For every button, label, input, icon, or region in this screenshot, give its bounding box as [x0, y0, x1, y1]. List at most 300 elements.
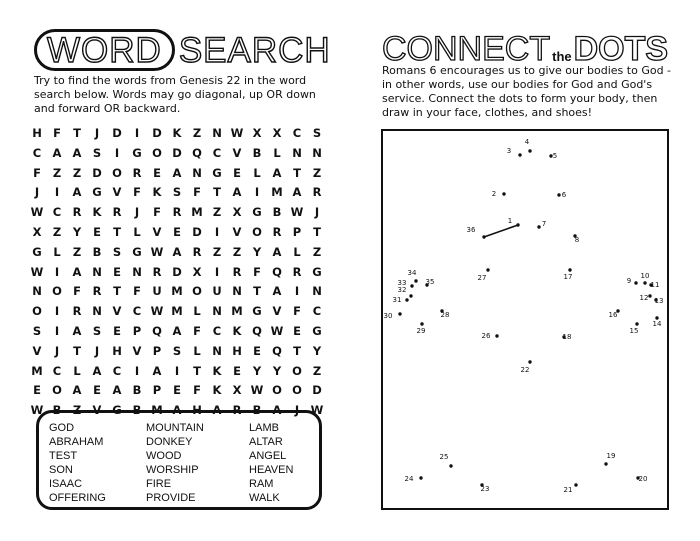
grid-letter[interactable]: Q	[152, 323, 162, 338]
grid-letter[interactable]: W	[310, 403, 324, 418]
grid-letter[interactable]: O	[252, 224, 262, 239]
word-bank-column-2	[146, 421, 204, 505]
grid-letter[interactable]: R	[292, 264, 302, 279]
grid-letter[interactable]: K	[172, 126, 182, 140]
grid-letter[interactable]: W	[30, 403, 44, 418]
connect-dots-title	[382, 26, 668, 66]
grid-letter[interactable]: A	[172, 403, 182, 418]
grid-letter[interactable]: M	[191, 205, 203, 220]
grid-letter[interactable]: A	[72, 383, 82, 398]
grid-letter[interactable]: V	[232, 224, 242, 239]
grid-letter[interactable]: R	[312, 185, 322, 200]
dot-label-19: 19	[606, 452, 616, 460]
grid-letter[interactable]: R	[132, 165, 142, 180]
grid-letter[interactable]: A	[52, 145, 62, 160]
dot-label-32: 32	[397, 286, 407, 294]
dot-label-16: 16	[608, 311, 618, 319]
grid-letter[interactable]: P	[152, 343, 162, 358]
grid-letter[interactable]: Y	[312, 343, 322, 358]
grid-letter[interactable]: L	[293, 244, 301, 259]
grid-letter[interactable]: V	[32, 343, 42, 358]
word-search-instructions: Try to find the words from Genesis 22 in the word search below. Words may go diagonal, up OR down and forward OR backward.	[34, 74, 316, 115]
dot-34[interactable]	[414, 279, 417, 282]
dot-label-25: 25	[439, 453, 449, 461]
grid-letter[interactable]: C	[312, 304, 322, 319]
grid-letter[interactable]: E	[173, 383, 181, 398]
grid-letter[interactable]: A	[172, 165, 182, 180]
grid-letter[interactable]: T	[293, 343, 301, 358]
grid-letter[interactable]: R	[232, 403, 242, 418]
grid-letter[interactable]: L	[193, 304, 201, 319]
grid-letter[interactable]: I	[214, 224, 220, 239]
grid-letter[interactable]: V	[112, 185, 122, 200]
dot-label-12: 12	[639, 294, 649, 302]
grid-letter[interactable]: R	[92, 284, 102, 299]
grid-letter[interactable]: S	[172, 343, 182, 358]
grid-letter[interactable]: R	[112, 205, 122, 220]
grid-letter[interactable]: A	[72, 323, 82, 338]
grid-letter[interactable]: Z	[232, 244, 242, 259]
grid-letter[interactable]: T	[253, 284, 261, 299]
grid-letter[interactable]: C	[212, 323, 222, 338]
grid-letter[interactable]: B	[92, 244, 102, 259]
dot-label-15: 15	[629, 327, 639, 335]
grid-letter[interactable]: G	[212, 165, 222, 180]
grid-letter[interactable]: O	[52, 383, 62, 398]
grid-letter[interactable]: E	[33, 383, 41, 398]
grid-letter[interactable]: T	[113, 284, 121, 299]
grid-letter[interactable]: U	[212, 284, 222, 299]
grid-letter[interactable]: L	[133, 224, 141, 239]
dot-3[interactable]	[518, 153, 521, 156]
grid-letter[interactable]: I	[214, 264, 220, 279]
grid-letter[interactable]: A	[272, 165, 282, 180]
grid-letter[interactable]: M	[271, 185, 283, 200]
grid-letter[interactable]: Z	[52, 224, 62, 239]
grid-letter[interactable]: W	[270, 323, 284, 338]
word-bank-word: WOOD	[146, 450, 182, 462]
grid-letter[interactable]: I	[294, 284, 300, 299]
grid-letter[interactable]: K	[232, 323, 242, 338]
grid-letter[interactable]: J	[94, 126, 100, 140]
dot-4[interactable]	[528, 149, 531, 152]
grid-letter[interactable]: N	[132, 264, 142, 279]
grid-letter[interactable]: A	[92, 363, 102, 378]
dot-label-4: 4	[524, 138, 530, 146]
grid-letter[interactable]: L	[253, 165, 261, 180]
grid-letter[interactable]: X	[192, 264, 202, 279]
grid-letter[interactable]: N	[212, 343, 222, 358]
grid-letter[interactable]: E	[253, 343, 261, 358]
grid-row	[27, 124, 327, 144]
dot-label-28: 28	[440, 311, 450, 319]
grid-letter[interactable]: A	[272, 403, 282, 418]
grid-letter[interactable]: Y	[252, 363, 262, 378]
grid-row	[27, 223, 327, 243]
grid-letter[interactable]: C	[52, 205, 62, 220]
grid-letter[interactable]: S	[112, 244, 122, 259]
grid-letter[interactable]: L	[53, 244, 61, 259]
dot-label-7: 7	[541, 220, 547, 228]
word-search-title-boxed: WORD	[34, 29, 175, 71]
word-bank-word: FIRE	[146, 478, 172, 490]
grid-letter[interactable]: S	[312, 126, 322, 140]
grid-letter[interactable]: H	[192, 403, 202, 418]
word-bank-column-1	[49, 421, 106, 505]
grid-letter[interactable]: G	[92, 185, 102, 200]
grid-letter[interactable]: Q	[252, 323, 262, 338]
grid-letter[interactable]: L	[273, 145, 281, 160]
grid-letter[interactable]: C	[32, 145, 42, 160]
grid-letter[interactable]: F	[73, 284, 81, 299]
grid-letter[interactable]: Z	[72, 403, 82, 418]
dot-21[interactable]	[574, 483, 577, 486]
grid-letter[interactable]: E	[93, 383, 101, 398]
dot-26[interactable]	[495, 334, 498, 337]
grid-letter[interactable]: T	[193, 363, 201, 378]
grid-letter[interactable]: C	[132, 304, 142, 319]
grid-letter[interactable]: N	[312, 145, 322, 160]
grid-letter[interactable]: G	[132, 145, 142, 160]
word-bank-word: TEST	[49, 450, 78, 462]
grid-letter[interactable]: E	[233, 165, 241, 180]
grid-letter[interactable]: Q	[272, 264, 282, 279]
grid-row	[27, 144, 327, 164]
grid-letter[interactable]: F	[193, 185, 201, 200]
grid-letter[interactable]: X	[272, 126, 282, 140]
dot-7[interactable]	[537, 225, 540, 228]
dot-label-20: 20	[638, 475, 648, 483]
grid-letter[interactable]: I	[54, 323, 60, 338]
dot-10[interactable]	[643, 281, 646, 284]
grid-letter[interactable]: G	[132, 244, 142, 259]
grid-letter[interactable]: C	[212, 145, 222, 160]
grid-letter[interactable]: G	[312, 264, 322, 279]
grid-letter[interactable]: A	[112, 383, 122, 398]
grid-letter[interactable]: Z	[52, 165, 62, 180]
dot-puzzle-area	[381, 129, 669, 510]
grid-letter[interactable]: B	[272, 205, 282, 220]
dot-label-33: 33	[397, 279, 407, 287]
grid-letter[interactable]: T	[73, 343, 81, 358]
dot-15[interactable]	[635, 322, 638, 325]
grid-letter[interactable]: M	[171, 284, 183, 299]
grid-letter[interactable]: I	[174, 363, 180, 378]
grid-letter[interactable]: G	[252, 205, 262, 220]
grid-letter[interactable]: A	[172, 244, 182, 259]
grid-letter[interactable]: C	[112, 363, 122, 378]
grid-letter[interactable]: R	[72, 304, 82, 319]
grid-letter[interactable]: J	[94, 343, 100, 358]
grid-letter[interactable]: P	[152, 383, 162, 398]
grid-letter[interactable]: X	[232, 383, 242, 398]
grid-letter[interactable]: F	[133, 284, 141, 299]
grid-letter[interactable]: I	[54, 304, 60, 319]
grid-letter[interactable]: E	[113, 323, 121, 338]
grid-letter[interactable]: A	[292, 185, 302, 200]
grid-letter[interactable]: S	[92, 145, 102, 160]
dot-label-1: 1	[507, 217, 513, 225]
grid-letter[interactable]: C	[52, 363, 62, 378]
grid-letter[interactable]: R	[172, 205, 182, 220]
grid-letter[interactable]: X	[232, 205, 242, 220]
grid-letter[interactable]: W	[30, 264, 44, 279]
grid-letter[interactable]: G	[32, 244, 42, 259]
grid-letter[interactable]: B	[132, 383, 142, 398]
grid-letter[interactable]: G	[312, 323, 322, 338]
dot-31[interactable]	[405, 298, 408, 301]
grid-letter[interactable]: N	[212, 304, 222, 319]
grid-letter[interactable]: N	[32, 284, 42, 299]
grid-letter[interactable]: O	[152, 145, 162, 160]
grid-letter[interactable]: I	[54, 264, 60, 279]
grid-letter[interactable]: S	[32, 323, 42, 338]
word-bank-word: SON	[49, 464, 73, 476]
grid-letter[interactable]: A	[172, 323, 182, 338]
grid-letter[interactable]: S	[92, 323, 102, 338]
word-search-title-plain: SEARCH	[178, 30, 331, 70]
dot-24[interactable]	[419, 476, 422, 479]
grid-letter[interactable]: W	[30, 205, 44, 220]
grid-letter[interactable]: B	[252, 145, 262, 160]
grid-letter[interactable]: E	[93, 224, 101, 239]
grid-letter[interactable]: Z	[312, 363, 322, 378]
word-bank-word: WALK	[249, 492, 280, 504]
grid-letter[interactable]: V	[272, 304, 282, 319]
grid-letter[interactable]: L	[73, 363, 81, 378]
grid-letter[interactable]: G	[112, 403, 122, 418]
grid-letter[interactable]: A	[272, 244, 282, 259]
grid-letter[interactable]: K	[92, 205, 102, 220]
grid-letter[interactable]: X	[252, 126, 262, 140]
grid-letter[interactable]: N	[92, 304, 102, 319]
grid-letter[interactable]: F	[193, 323, 201, 338]
grid-row	[27, 282, 327, 302]
grid-letter[interactable]: O	[192, 284, 202, 299]
grid-letter[interactable]: B	[252, 403, 262, 418]
grid-letter[interactable]: D	[192, 224, 202, 239]
grid-letter[interactable]: F	[53, 126, 61, 140]
grid-letter[interactable]: K	[152, 185, 162, 200]
dot-1[interactable]	[516, 223, 519, 226]
grid-letter[interactable]: Q	[272, 343, 282, 358]
dot-label-13: 13	[654, 297, 664, 305]
dot-9[interactable]	[634, 281, 637, 284]
dot-2[interactable]	[502, 192, 505, 195]
dot-label-6: 6	[561, 191, 567, 199]
grid-letter[interactable]: O	[292, 363, 302, 378]
grid-letter[interactable]: R	[152, 264, 162, 279]
grid-letter[interactable]: Y	[252, 244, 262, 259]
dot-label-14: 14	[652, 320, 662, 328]
grid-letter[interactable]: W	[150, 244, 164, 259]
grid-letter[interactable]: W	[230, 126, 244, 140]
grid-letter[interactable]: N	[232, 284, 242, 299]
grid-letter[interactable]: A	[72, 145, 82, 160]
grid-letter[interactable]: F	[33, 165, 41, 180]
dot-27[interactable]	[486, 268, 489, 271]
grid-letter[interactable]: V	[132, 343, 142, 358]
grid-row	[27, 322, 327, 342]
grid-letter[interactable]: R	[272, 224, 282, 239]
grid-letter[interactable]: D	[172, 145, 182, 160]
grid-letter[interactable]: O	[32, 304, 42, 319]
grid-letter[interactable]: B	[52, 403, 62, 418]
grid-letter[interactable]: K	[212, 363, 222, 378]
dot-label-36: 36	[466, 226, 476, 234]
grid-letter[interactable]: T	[113, 224, 121, 239]
grid-letter[interactable]: D	[152, 126, 162, 140]
grid-letter[interactable]: I	[134, 363, 140, 378]
grid-letter[interactable]: R	[232, 264, 242, 279]
dot-label-5: 5	[552, 152, 558, 160]
grid-letter[interactable]: T	[73, 126, 81, 140]
dot-label-35: 35	[425, 278, 435, 286]
dot-6[interactable]	[557, 193, 560, 196]
grid-letter[interactable]: A	[212, 403, 222, 418]
grid-letter[interactable]: Z	[192, 126, 202, 140]
grid-letter[interactable]: N	[312, 284, 322, 299]
grid-letter[interactable]: F	[193, 383, 201, 398]
grid-letter[interactable]: D	[92, 165, 102, 180]
grid-letter[interactable]: E	[113, 264, 121, 279]
grid-letter[interactable]: J	[134, 205, 140, 220]
grid-letter[interactable]: F	[253, 264, 261, 279]
grid-letter[interactable]: Y	[72, 224, 82, 239]
dot-36[interactable]	[482, 235, 485, 238]
dot-label-8: 8	[574, 236, 580, 244]
grid-letter[interactable]: E	[293, 323, 301, 338]
grid-letter[interactable]: U	[152, 284, 162, 299]
grid-letter[interactable]: Z	[312, 244, 322, 259]
grid-letter[interactable]: M	[231, 304, 243, 319]
grid-letter[interactable]: I	[134, 126, 140, 140]
dot-label-27: 27	[477, 274, 487, 282]
grid-letter[interactable]: R	[72, 205, 82, 220]
grid-row	[27, 362, 327, 382]
grid-letter[interactable]: W	[150, 304, 164, 319]
grid-letter[interactable]: D	[312, 383, 322, 398]
grid-letter[interactable]: F	[153, 205, 161, 220]
dot-19[interactable]	[604, 462, 607, 465]
word-bank-word: PROVIDE	[146, 492, 196, 504]
grid-letter[interactable]: J	[54, 343, 60, 358]
grid-letter[interactable]: P	[132, 323, 142, 338]
grid-letter[interactable]: S	[172, 185, 182, 200]
grid-letter[interactable]: Z	[212, 244, 222, 259]
dot-label-10: 10	[640, 272, 650, 280]
dot-33[interactable]	[410, 284, 413, 287]
grid-letter[interactable]: N	[212, 126, 222, 140]
grid-letter[interactable]: Z	[212, 205, 222, 220]
grid-letter[interactable]: I	[54, 185, 60, 200]
grid-letter[interactable]: C	[292, 126, 302, 140]
grid-letter[interactable]: P	[292, 224, 302, 239]
grid-letter[interactable]: H	[32, 126, 42, 140]
grid-letter[interactable]: J	[294, 403, 300, 418]
grid-letter[interactable]: Y	[272, 363, 282, 378]
grid-letter[interactable]: J	[314, 205, 320, 220]
grid-letter[interactable]: X	[32, 224, 42, 239]
grid-letter[interactable]: G	[252, 304, 262, 319]
grid-letter[interactable]: A	[152, 363, 162, 378]
dot-22[interactable]	[528, 360, 531, 363]
grid-letter[interactable]: M	[31, 363, 43, 378]
grid-letter[interactable]: Z	[312, 165, 322, 180]
word-bank-word: OFFERING	[49, 492, 106, 504]
grid-letter[interactable]: W	[290, 205, 304, 220]
grid-letter[interactable]: T	[313, 224, 321, 239]
grid-letter[interactable]: Z	[72, 244, 82, 259]
dot-32[interactable]	[409, 294, 412, 297]
grid-letter[interactable]: O	[272, 383, 282, 398]
grid-letter[interactable]: T	[293, 165, 301, 180]
grid-letter[interactable]: W	[250, 383, 264, 398]
dot-12[interactable]	[648, 294, 651, 297]
grid-letter[interactable]: O	[52, 284, 62, 299]
grid-letter[interactable]: A	[272, 284, 282, 299]
dot-29[interactable]	[420, 322, 423, 325]
grid-letter[interactable]: V	[112, 304, 122, 319]
grid-letter[interactable]: M	[171, 304, 183, 319]
grid-letter[interactable]: E	[153, 165, 161, 180]
grid-letter[interactable]: H	[112, 343, 122, 358]
grid-letter[interactable]: O	[112, 165, 122, 180]
dot-30[interactable]	[398, 312, 401, 315]
dot-label-31: 31	[392, 296, 402, 304]
grid-letter[interactable]: N	[292, 145, 302, 160]
grid-letter[interactable]: N	[92, 264, 102, 279]
grid-letter[interactable]: V	[152, 224, 162, 239]
grid-letter[interactable]: D	[112, 126, 122, 140]
grid-letter[interactable]: K	[212, 383, 222, 398]
dot-25[interactable]	[449, 464, 452, 467]
grid-letter[interactable]: I	[114, 145, 120, 160]
grid-letter[interactable]: A	[72, 264, 82, 279]
word-bank-word: ALTAR	[249, 436, 283, 448]
dot-17[interactable]	[568, 268, 571, 271]
grid-letter[interactable]: V	[232, 145, 242, 160]
grid-letter[interactable]: A	[72, 185, 82, 200]
grid-letter[interactable]: R	[192, 244, 202, 259]
grid-letter[interactable]: O	[292, 383, 302, 398]
dot-label-22: 22	[520, 366, 530, 374]
grid-letter[interactable]: E	[173, 224, 181, 239]
grid-letter[interactable]: M	[151, 403, 163, 418]
grid-letter[interactable]: F	[293, 304, 301, 319]
grid-letter[interactable]: B	[132, 403, 142, 418]
grid-letter[interactable]: Q	[192, 145, 202, 160]
grid-letter[interactable]: V	[92, 403, 102, 418]
grid-letter[interactable]: T	[213, 185, 221, 200]
connect-dots-title-connect: CONNECT	[382, 30, 551, 68]
grid-letter[interactable]: Z	[72, 165, 82, 180]
grid-letter[interactable]: E	[233, 363, 241, 378]
dot-label-11: 11	[650, 281, 660, 289]
grid-letter[interactable]: D	[172, 264, 182, 279]
word-bank-word: ANGEL	[249, 450, 287, 462]
word-bank-word: DONKEY	[146, 436, 193, 448]
word-bank-word: ISAAC	[49, 478, 83, 490]
grid-letter[interactable]: J	[34, 185, 40, 200]
letter-grid	[27, 124, 327, 421]
grid-letter[interactable]: H	[232, 343, 242, 358]
grid-letter[interactable]: I	[254, 185, 260, 200]
grid-letter[interactable]: N	[192, 165, 202, 180]
grid-letter[interactable]: L	[193, 343, 201, 358]
grid-letter[interactable]: A	[232, 185, 242, 200]
grid-letter[interactable]: F	[133, 185, 141, 200]
